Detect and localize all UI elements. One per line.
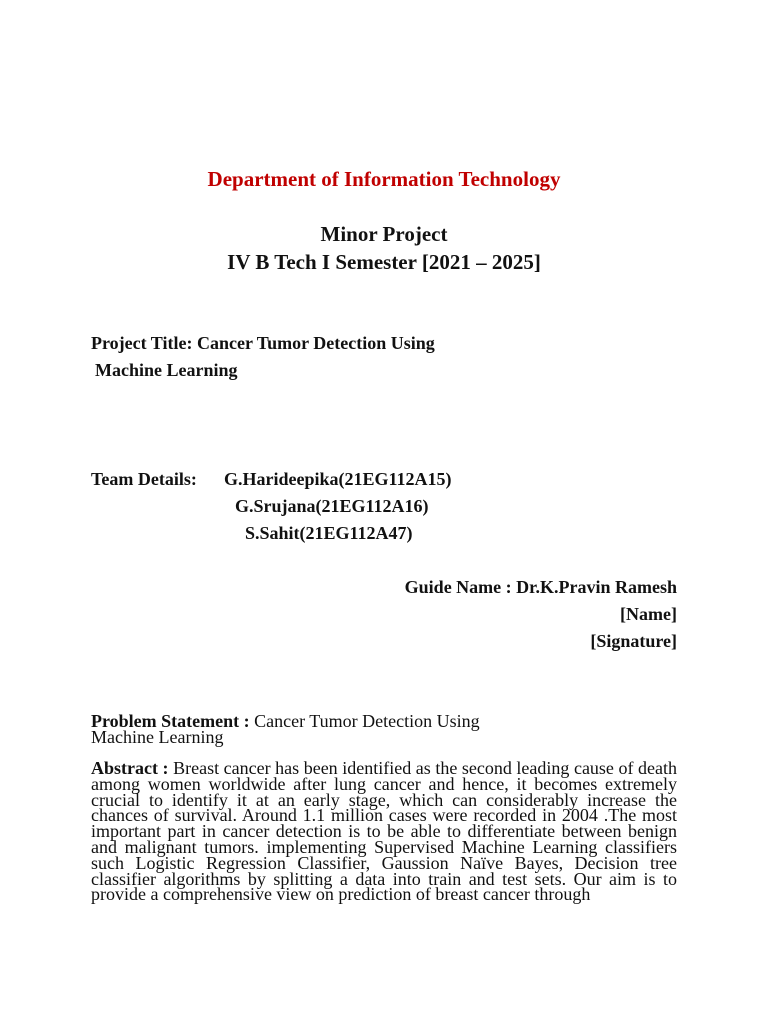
abstract-text: Breast cancer has been identified as the second leading cause of death among women worldwide after lung cancer and hence, it becomes extremely crucial to identify it at an early stage, which can considerably increase the chances of survival. Around 1.1 million cases were recorded in 2004 .The most important part in cancer detection is to be able to differentiate between benign and malignant tumors. implementing Supervised Machine Learning classifiers such Logistic Regression Classifier, Gaussion Naïve Bayes, Decision tree classifier algorithms by splitting a data into train and test sets. Our aim is to provide a comprehensive view on prediction of breast cancer through [91,758,678,905]
abstract [91,758,678,905]
project-title-line2: Machine Learning [95,360,238,380]
team-details-label: Team Details: [91,469,197,489]
abstract-label: Abstract : [91,758,169,778]
problem-statement [91,713,531,745]
problem-statement-text: Cancer Tumor Detection Using Machine Learning [91,711,480,747]
guide-name: Guide Name : Dr.K.Pravin Ramesh [404,577,677,597]
project-type-heading: Minor Project [320,222,448,246]
department-heading: Department of Information Technology [207,167,561,191]
project-title-line1: Project Title: Cancer Tumor Detection Using [91,333,435,353]
team-member-3: S.Sahit(21EG112A47) [245,523,413,543]
team-member-2: G.Srujana(21EG112A16) [235,496,429,516]
problem-statement-label: Problem Statement : [91,711,250,731]
guide-signature-placeholder: [Signature] [590,631,677,651]
team-member-1: G.Harideepika(21EG112A15) [224,469,452,489]
semester-heading: IV B Tech I Semester [2021 – 2025] [227,250,541,274]
guide-name-placeholder: [Name] [620,604,677,624]
